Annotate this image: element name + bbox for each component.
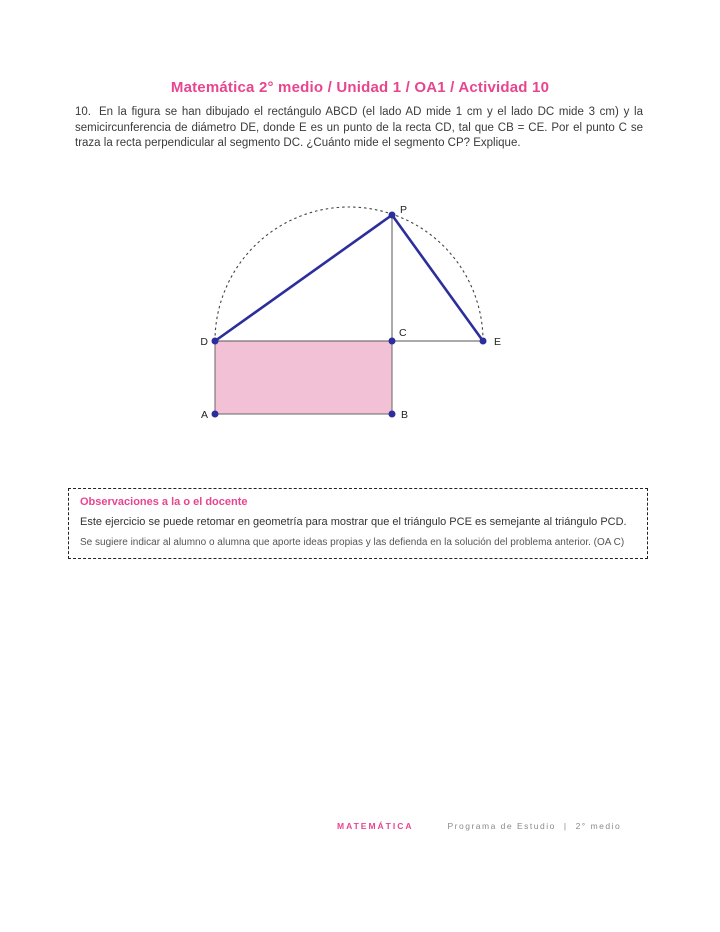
label-d: D	[200, 336, 208, 348]
label-p: P	[400, 204, 408, 216]
teacher-observations-box	[68, 488, 648, 559]
teacher-observations-paragraph-1: Este ejercicio se puede retomar en geometría para mostrar que el triángulo PCE es semejante al triángulo PCD.	[80, 516, 627, 528]
label-b: B	[401, 409, 409, 421]
label-a: A	[200, 409, 208, 421]
semicircle-arc	[215, 207, 483, 341]
geometry-figure	[0, 190, 720, 440]
footer-level: 2° medio	[575, 821, 622, 831]
problem-text: En la figura se han dibujado el rectángulo ABCD (el lado AD mide 1 cm y el lado DC mide 3 cm) y la semicircunferencia de diámetro DE, donde E es un punto de la recta CD, tal que CB = CE. Por el punto C se traza la recta perpendicular al segmento DC. ¿Cuánto mide el segmento CP? Explique.	[75, 106, 643, 149]
point-a	[212, 411, 219, 418]
footer-brand: MATEMÁTICA	[337, 821, 414, 831]
point-p	[389, 212, 396, 219]
footer-meta	[448, 821, 622, 831]
rectangle-abcd	[215, 341, 392, 414]
footer-program: Programa de Estudio	[447, 821, 556, 831]
point-c	[389, 338, 396, 345]
problem-number: 10.	[75, 106, 91, 118]
point-d	[212, 338, 219, 345]
label-e: E	[494, 336, 502, 348]
page-title: Matemática 2° medio / Unidad 1 / OA1 / Actividad 10	[170, 79, 550, 96]
point-e	[480, 338, 487, 345]
teacher-observations-header: Observaciones a la o el docente	[80, 496, 248, 508]
page-footer	[337, 821, 621, 831]
label-c: C	[399, 327, 407, 339]
footer-separator: |	[563, 821, 568, 831]
point-b	[389, 411, 396, 418]
geometry-figure-svg	[0, 190, 720, 440]
teacher-observations-paragraph-2: Se sugiere indicar al alumno o alumna que aporte ideas propias y las defienda en la solución del problema anterior. (OA C)	[80, 537, 625, 548]
problem-statement	[75, 105, 643, 152]
segment-pe	[392, 215, 483, 341]
segment-dp	[215, 215, 392, 341]
